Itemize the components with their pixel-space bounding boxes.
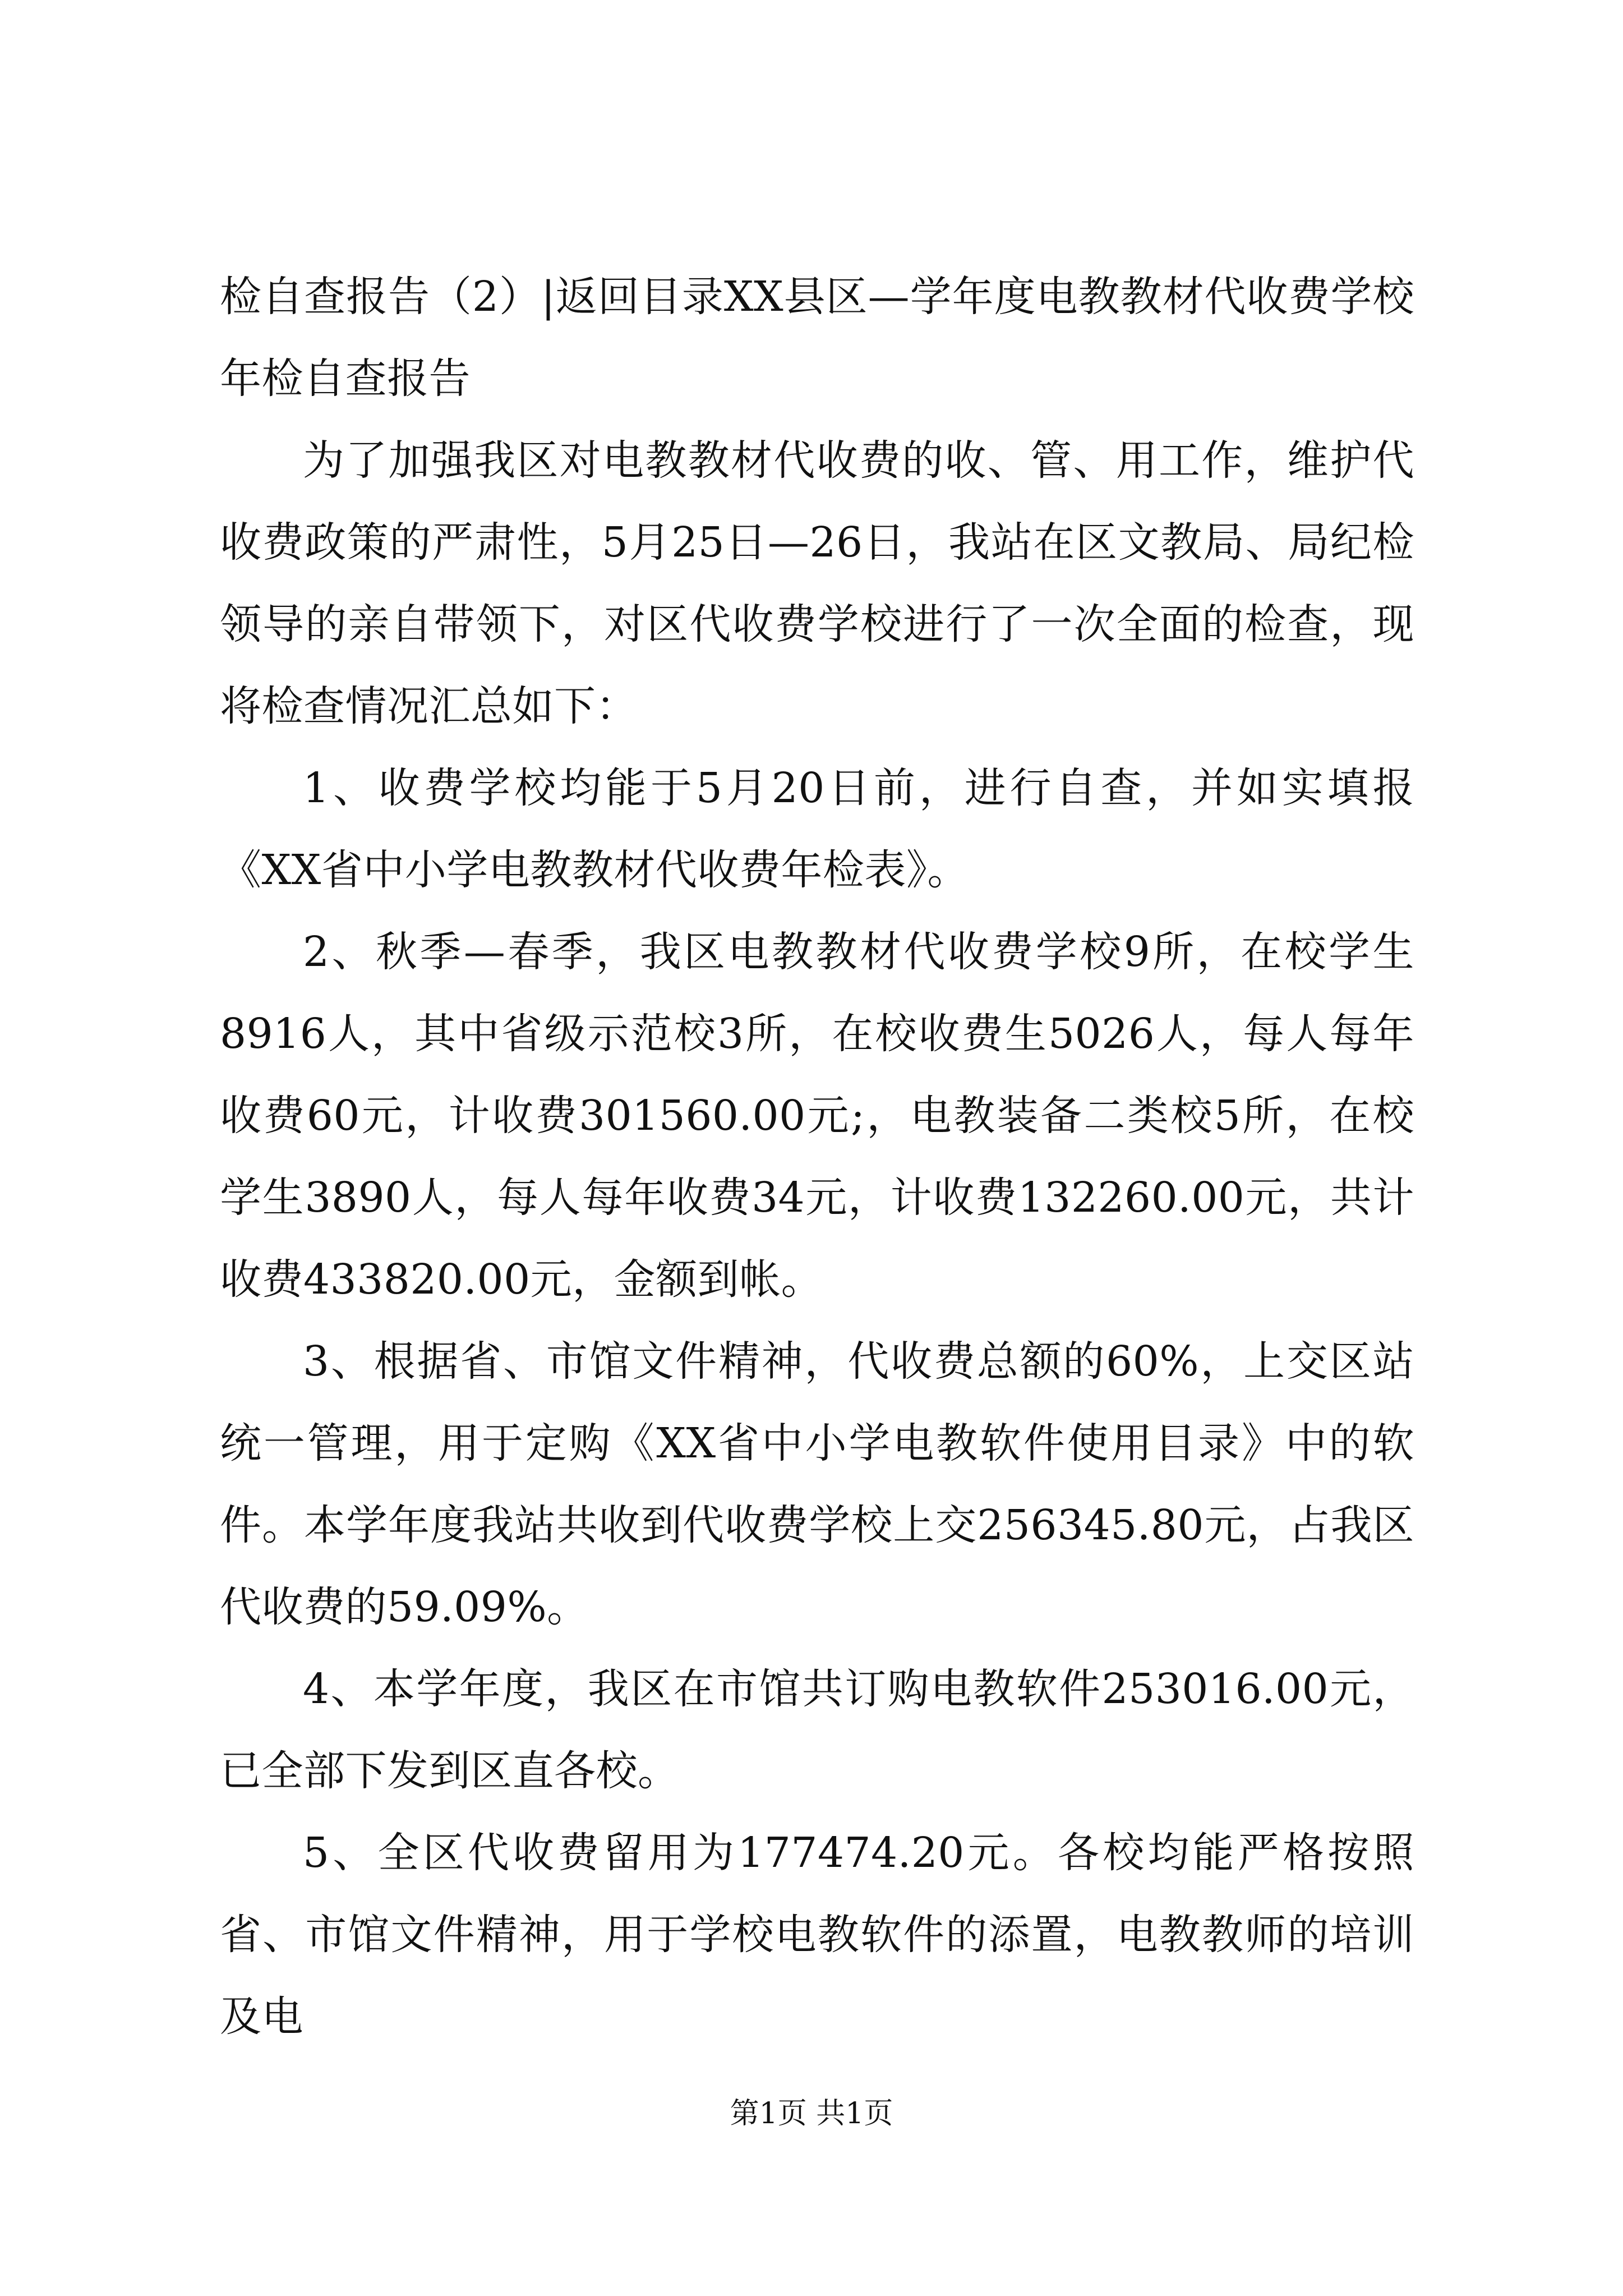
paragraph-item-2: 2、秋季—春季，我区电教教材代收费学校9所，在校学生8916人，其中省级示范校3所，在校收费生5026人，每人每年收费60元，计收费301560.00元;，电教装备二类校5所，在校学生3890人，每人每年收费34元，计收费132260.00元，共计收费433820.00元，金额到帐。 <box>220 928 1414 1304</box>
paragraph-intro: 为了加强我区对电教教材代收费的收、管、用工作，维护代收费政策的严肃性，5月25日—26日，我站在区文教局、局纪检领导的亲自带领下，对区代收费学校进行了一次全面的检查，现将检查情况汇总如下： <box>220 436 1414 730</box>
paragraph-item-4: 4、本学年度，我区在市馆共订购电教软件253016.00元，已全部下发到区直各校。 <box>220 1665 1414 1795</box>
document-heading: 检自查报告（2）|返回目录XX县区—学年度电教教材代收费学校年检自查报告 <box>220 273 1414 403</box>
page-footer: 第1页 共1页 <box>730 2097 893 2131</box>
paragraph-item-1: 1、收费学校均能于5月20日前，进行自查，并如实填报《XX省中小学电教教材代收费年检表》。 <box>220 764 1414 894</box>
document-body <box>220 256 1414 2058</box>
paragraph-item-3: 3、根据省、市馆文件精神，代收费总额的60%，上交区站统一管理，用于定购《XX省中小学电教软件使用目录》中的软件。本学年度我站共收到代收费学校上交256345.80元，占我区代收费的59.09%。 <box>220 1337 1414 1631</box>
paragraph-item-5: 5、全区代收费留用为177474.20元。各校均能严格按照省、市馆文件精神，用于学校电教软件的添置，电教教师的培训及电 <box>220 1829 1414 2041</box>
